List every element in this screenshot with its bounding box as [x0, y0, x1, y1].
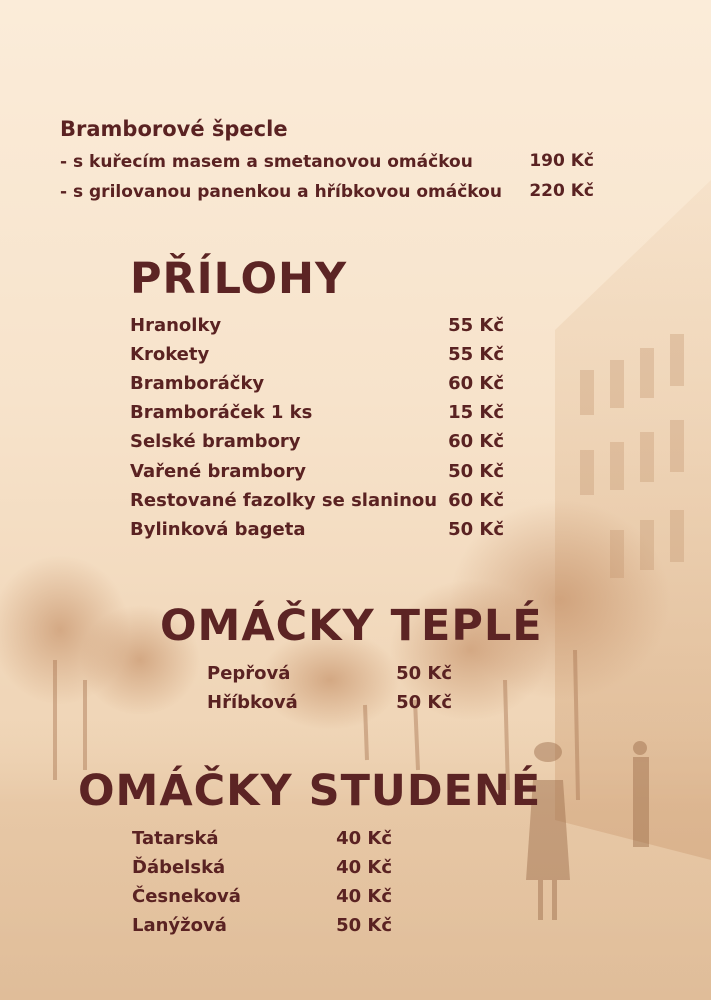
prilohy-item-price: 60 Kč — [448, 431, 504, 452]
prilohy-item-price: 50 Kč — [448, 461, 504, 482]
studene-item-price: 50 Kč — [336, 915, 392, 936]
prilohy-item-price: 15 Kč — [448, 402, 504, 423]
prilohy-item-name: Restované fazolky se slaninou — [130, 490, 438, 511]
prilohy-item-name: Bramboráčky — [130, 373, 265, 394]
teple-item-price: 50 Kč — [396, 692, 452, 713]
prilohy-item-name: Vařené brambory — [130, 461, 306, 482]
studene-item-price: 40 Kč — [336, 857, 392, 878]
studene-item-name: Tatarská — [132, 828, 219, 849]
prilohy-item-name: Krokety — [130, 344, 210, 365]
studene-heading: OMÁČKY STUDENÉ — [78, 766, 542, 816]
prilohy-item-name: Bylinková bageta — [130, 519, 306, 540]
studene-item-name: Lanýžová — [132, 915, 227, 936]
prilohy-item-name: Selské brambory — [130, 431, 301, 452]
specle-item-2-name: - s grilovanou panenkou a hříbkovou omáčkou — [60, 182, 502, 202]
specle-item-2-price: 220 Kč — [529, 181, 594, 201]
specle-item-1-name: - s kuřecím masem a smetanovou omáčkou — [60, 152, 473, 172]
prilohy-item-price: 55 Kč — [448, 344, 504, 365]
prilohy-item-price: 60 Kč — [448, 490, 504, 511]
specle-title: Bramborové špecle — [60, 117, 288, 141]
studene-item-name: Česneková — [132, 886, 241, 907]
prilohy-item-name: Hranolky — [130, 315, 222, 336]
prilohy-item-price: 55 Kč — [448, 315, 504, 336]
teple-heading: OMÁČKY TEPLÉ — [160, 601, 543, 651]
teple-item-name: Hříbková — [207, 692, 298, 713]
teple-item-price: 50 Kč — [396, 663, 452, 684]
studene-item-name: Ďábelská — [132, 857, 226, 878]
studene-item-price: 40 Kč — [336, 886, 392, 907]
studene-item-price: 40 Kč — [336, 828, 392, 849]
teple-item-name: Pepřová — [207, 663, 291, 684]
prilohy-item-price: 50 Kč — [448, 519, 504, 540]
specle-item-1-price: 190 Kč — [529, 151, 594, 171]
prilohy-item-price: 60 Kč — [448, 373, 504, 394]
prilohy-heading: PŘÍLOHY — [130, 254, 348, 304]
prilohy-item-name: Bramboráček 1 ks — [130, 402, 313, 423]
